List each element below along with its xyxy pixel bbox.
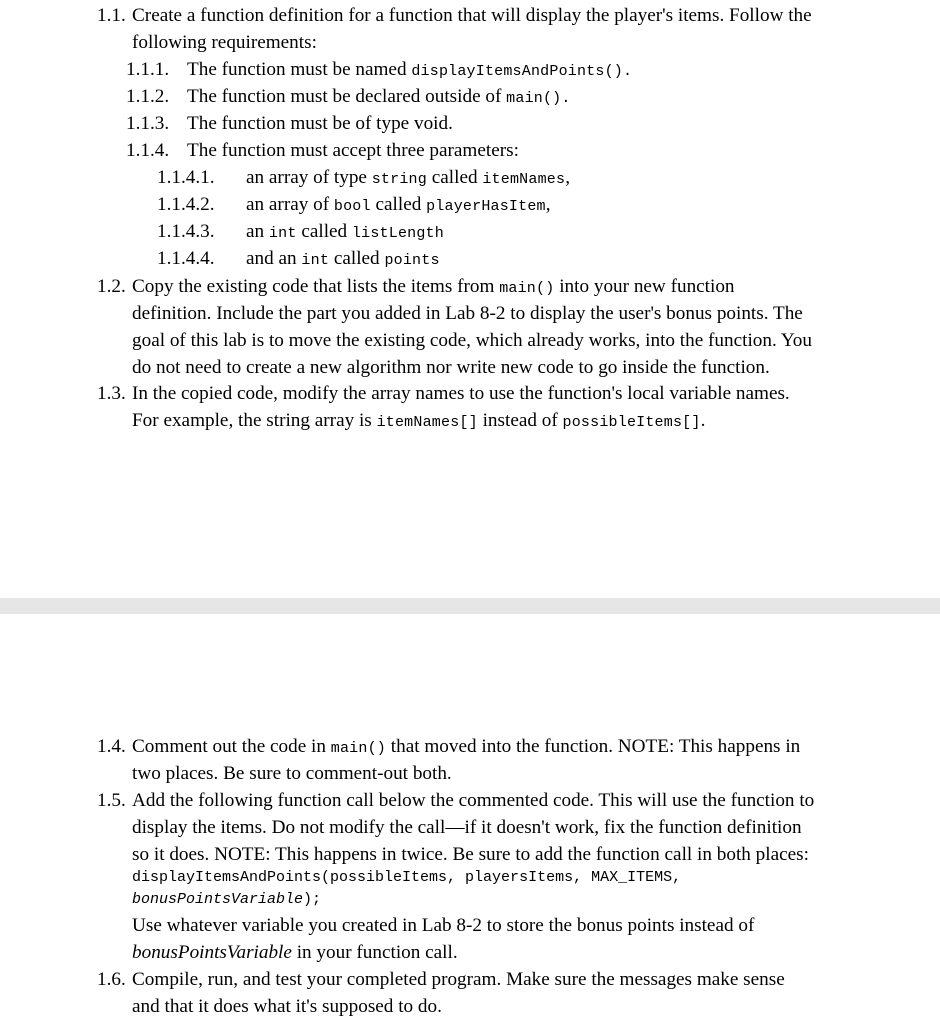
code-function-name: displayItemsAndPoints().: [411, 63, 633, 80]
text-fragment: an: [246, 221, 269, 242]
section-1-3-line-2: [132, 409, 705, 433]
code-main: main().: [506, 90, 571, 107]
section-1-1-3: [126, 112, 453, 136]
section-text: The function must be named: [187, 59, 412, 80]
code-fragment: );: [303, 891, 322, 908]
section-number: 1.5.: [97, 790, 126, 811]
section-1-1-4: [126, 139, 519, 163]
text-fragment: into your new function: [554, 276, 735, 297]
section-number: 1.3.: [97, 383, 126, 404]
section-number: 1.1.3.: [126, 113, 170, 134]
code-param-name: playerHasItem: [426, 198, 546, 215]
section-1-1-4-3: [157, 220, 444, 244]
section-1-5-line-2: display the items. Do not modify the call—if it doesn't work, fix the function definition: [132, 817, 802, 838]
section-1-1-2: [126, 85, 571, 109]
code-array-name: possibleItems[]: [562, 414, 701, 431]
section-1-1-4-1: [157, 166, 570, 190]
section-body: [246, 166, 570, 192]
section-1-1-4-4: [157, 247, 440, 271]
text-fragment: Comment out the code in: [132, 736, 331, 757]
section-number: 1.1.4.2.: [157, 194, 215, 215]
page-separator: [0, 598, 940, 614]
document-page-2: [0, 614, 940, 1024]
section-body: [246, 220, 444, 246]
text-fragment: and an: [246, 248, 302, 269]
code-function-call-line-1: displayItemsAndPoints(possibleItems, playersItems, MAX_ITEMS,: [132, 869, 682, 886]
text-fragment: For example, the string array is: [132, 410, 377, 431]
code-param-name: points: [384, 252, 440, 269]
section-1-1-line-1: [97, 4, 812, 28]
section-number: 1.4.: [97, 736, 126, 757]
section-body: [132, 735, 800, 761]
section-1-6-line-1: [97, 968, 785, 992]
section-1-1-1: [126, 58, 633, 82]
code-param-name: listLength: [351, 225, 444, 242]
section-text: The function must be of type void.: [187, 113, 453, 134]
section-body: [246, 193, 551, 219]
section-text: In the copied code, modify the array names to use the function's local variable names.: [132, 383, 790, 404]
text-fragment: .: [700, 410, 706, 431]
section-1-1-4-2: [157, 193, 551, 217]
code-type: bool: [333, 198, 371, 215]
code-main: main(): [330, 740, 386, 757]
section-number: 1.6.: [97, 969, 126, 990]
code-type: string: [371, 171, 427, 188]
code-type: int: [301, 252, 330, 269]
text-fragment: Copy the existing code that lists the items from: [132, 276, 500, 297]
text-fragment: ,: [545, 194, 551, 215]
text-fragment: an array of type: [246, 167, 372, 188]
section-number: 1.1.2.: [126, 86, 170, 107]
code-param-name: itemNames: [482, 171, 566, 188]
section-text: The function must accept three parameters:: [187, 140, 519, 161]
section-1-2-line-3: goal of this lab is to move the existing code, which already works, into the function. You: [132, 330, 812, 351]
section-body: [187, 85, 571, 111]
section-1-2-line-4: do not need to create a new algorithm nor write new code to go inside the function.: [132, 357, 770, 378]
code-main: main(): [499, 280, 555, 297]
section-text: Create a function definition for a function that will display the player's items. Follow the: [132, 5, 812, 26]
section-1-5-line-5: [132, 941, 458, 965]
section-1-6-line-2: and that it does what it's supposed to do.: [132, 996, 442, 1017]
section-body: [187, 58, 632, 84]
text-fragment: instead of: [477, 410, 563, 431]
section-number: 1.2.: [97, 276, 126, 297]
section-number: 1.1.1.: [126, 59, 170, 80]
code-type: int: [268, 225, 297, 242]
text-fragment: called: [296, 221, 352, 242]
section-1-2-line-1: [97, 275, 735, 299]
section-text: Add the following function call below the commented code. This will use the function to: [132, 790, 815, 811]
section-number: 1.1.4.3.: [157, 221, 215, 242]
section-1-4-line-1: [97, 735, 801, 759]
section-number: 1.1.4.: [126, 140, 170, 161]
section-number: 1.1.4.1.: [157, 167, 215, 188]
text-fragment: an array of: [246, 194, 334, 215]
section-text: The function must be declared outside of: [187, 86, 507, 107]
text-fragment: ,: [565, 167, 570, 188]
section-1-5-line-1: [97, 789, 815, 813]
section-body: [246, 247, 440, 273]
text-fragment: called: [370, 194, 427, 215]
italic-variable-name: bonusPointsVariable: [132, 942, 292, 963]
section-1-4-line-2: two places. Be sure to comment-out both.: [132, 763, 452, 784]
text-fragment: called: [329, 248, 385, 269]
section-number: 1.1.4.4.: [157, 248, 215, 269]
section-1-1-line-2: following requirements:: [132, 32, 317, 53]
section-1-2-line-2: definition. Include the part you added in Lab 8-2 to display the user's bonus points. The: [132, 303, 803, 324]
text-fragment: called: [426, 167, 483, 188]
section-text: Compile, run, and test your completed program. Make sure the messages make sense: [132, 969, 785, 990]
section-1-5-line-3: so it does. NOTE: This happens in twice. Be sure to add the function call in both places:: [132, 844, 809, 865]
code-bonus-variable: bonusPointsVariable: [132, 891, 304, 908]
section-number: 1.1.: [97, 5, 126, 26]
section-body: [132, 275, 735, 301]
text-fragment: in your function call.: [291, 942, 458, 963]
code-array-name: itemNames[]: [376, 414, 478, 431]
section-1-3-line-1: [97, 382, 790, 406]
section-1-5-line-4: Use whatever variable you created in Lab 8-2 to store the bonus points instead of: [132, 915, 755, 936]
text-fragment: that moved into the function. NOTE: This happens in: [386, 736, 801, 757]
code-function-call-line-2: [132, 889, 321, 911]
